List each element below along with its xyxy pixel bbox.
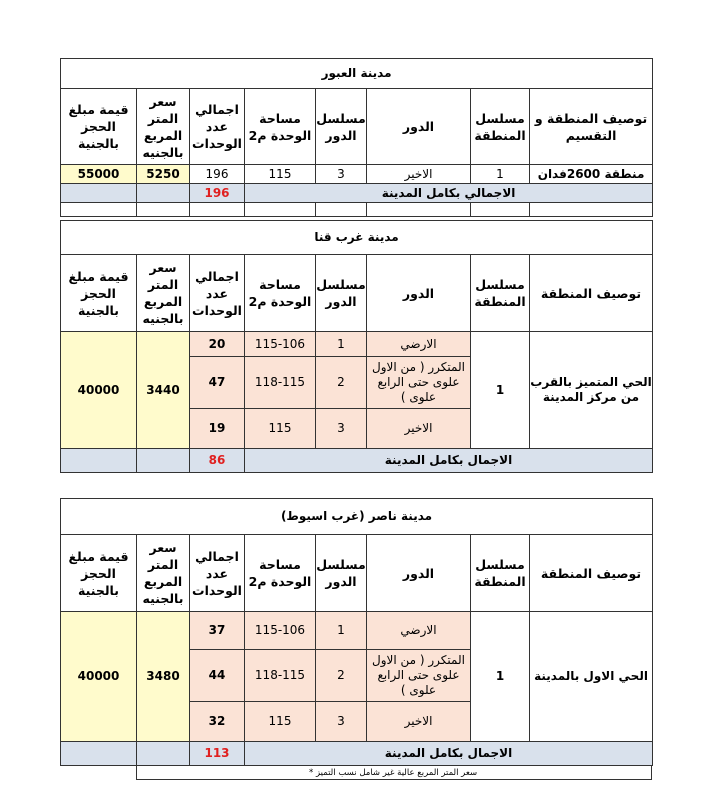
table-row (61, 612, 653, 650)
header-area-serial: مسلسل المنطقة (471, 255, 530, 332)
total-row (61, 184, 653, 203)
unit-area: 118-115 (245, 357, 316, 409)
header-unit-area: مساحة الوحدة م2 (245, 89, 316, 165)
total-value: 86 (190, 449, 245, 473)
header-total-units: اجمالي عدد الوحدات (190, 535, 245, 612)
area-desc: منطقة 2600فدان (530, 165, 653, 184)
header-total-units: اجمالي عدد الوحدات (190, 255, 245, 332)
total-row (61, 742, 653, 766)
unit-area: 118-115 (245, 650, 316, 702)
header-booking-value: قيمة مبلغ الحجز بالجنية (61, 89, 137, 165)
header-price-sqm: سعر المتر المربع بالجنيه (137, 255, 190, 332)
header-floor: الدور (367, 535, 471, 612)
header-area-serial: مسلسل المنطقة (471, 89, 530, 165)
floor: الارضي (367, 332, 471, 357)
total-units: 20 (190, 332, 245, 357)
unit-area: 115 (245, 165, 316, 184)
obour-title: مدينة العبور (61, 59, 653, 89)
price-sqm: 3480 (137, 612, 190, 742)
footnote: سعر المتر المربع عالية غير شامل نسب التميز * (136, 766, 652, 780)
header-total-units: اجمالي عدد الوحدات (190, 89, 245, 165)
total-units: 37 (190, 612, 245, 650)
booking-value: 40000 (61, 612, 137, 742)
header-floor-serial: مسلسل الدور (316, 535, 367, 612)
header-area-desc: توصيف المنطقة و التقسيم (530, 89, 653, 165)
area-desc: الحي المتميز بالقرب من مركز المدينة (530, 332, 653, 449)
unit-area: 115 (245, 702, 316, 742)
total-row (61, 449, 653, 473)
price-sqm: 5250 (137, 165, 190, 184)
booking-value: 40000 (61, 332, 137, 449)
floor-serial: 1 (316, 332, 367, 357)
floor-serial: 3 (316, 165, 367, 184)
unit-area: 115-106 (245, 612, 316, 650)
total-value: 196 (190, 184, 245, 203)
unit-area: 115-106 (245, 332, 316, 357)
floor: الاخير (367, 165, 471, 184)
obour-table (60, 58, 653, 217)
header-floor: الدور (367, 255, 471, 332)
booking-value: 55000 (61, 165, 137, 184)
area-desc: الحي الاول بالمدينة (530, 612, 653, 742)
floor: الارضي (367, 612, 471, 650)
area-serial: 1 (471, 165, 530, 184)
west-qena-title: مدينة غرب قنا (61, 221, 653, 255)
total-label: الاجمال بكامل المدينة (245, 742, 653, 766)
price-sqm: 3440 (137, 332, 190, 449)
total-units: 19 (190, 409, 245, 449)
header-floor-serial: مسلسل الدور (316, 89, 367, 165)
floor-serial: 2 (316, 650, 367, 702)
total-label: الاجمالي بكامل المدينة (245, 184, 653, 203)
total-value: 113 (190, 742, 245, 766)
total-label: الاجمال بكامل المدينة (245, 449, 653, 473)
header-booking-value: قيمة مبلغ الحجز بالجنية (61, 255, 137, 332)
header-floor: الدور (367, 89, 471, 165)
floor: المتكرر ( من الاول علوى حتى الرابع علوى ) (367, 357, 471, 409)
floor-serial: 2 (316, 357, 367, 409)
table-row (61, 332, 653, 357)
header-area-desc: توصيف المنطقة (530, 255, 653, 332)
header-unit-area: مساحة الوحدة م2 (245, 255, 316, 332)
total-units: 47 (190, 357, 245, 409)
header-area-desc: توصيف المنطقة (530, 535, 653, 612)
floor-serial: 3 (316, 702, 367, 742)
unit-area: 115 (245, 409, 316, 449)
area-serial: 1 (471, 332, 530, 449)
total-units: 196 (190, 165, 245, 184)
header-price-sqm: سعر المتر المربع بالجنيه (137, 89, 190, 165)
nasser-title: مدينة ناصر (غرب اسيوط) (61, 499, 653, 535)
table-row (61, 165, 653, 184)
total-units: 32 (190, 702, 245, 742)
floor-serial: 1 (316, 612, 367, 650)
nasser-table (60, 498, 653, 766)
west-qena-table (60, 220, 653, 473)
area-serial: 1 (471, 612, 530, 742)
header-area-serial: مسلسل المنطقة (471, 535, 530, 612)
floor: الاخير (367, 409, 471, 449)
header-price-sqm: سعر المتر المربع بالجنيه (137, 535, 190, 612)
floor: المتكرر ( من الاول علوى حتى الرابع علوى ) (367, 650, 471, 702)
floor: الاخير (367, 702, 471, 742)
header-booking-value: قيمة مبلغ الحجز بالجنية (61, 535, 137, 612)
header-floor-serial: مسلسل الدور (316, 255, 367, 332)
header-unit-area: مساحة الوحدة م2 (245, 535, 316, 612)
floor-serial: 3 (316, 409, 367, 449)
total-units: 44 (190, 650, 245, 702)
